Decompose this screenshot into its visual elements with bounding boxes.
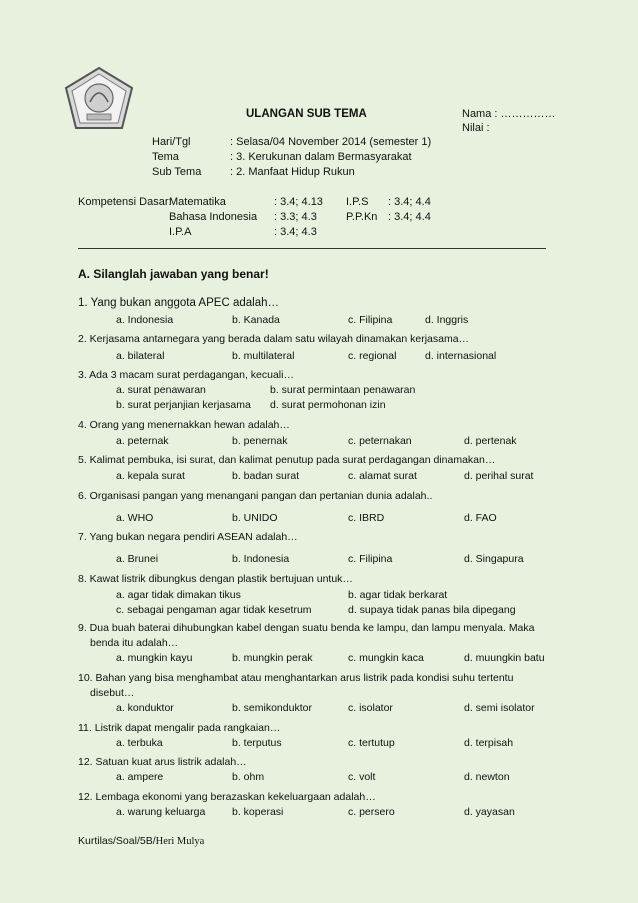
name-field-label: Nama : …………… bbox=[462, 108, 556, 120]
competency-value: : 3.4; 4.4 bbox=[388, 196, 431, 208]
answer-option[interactable]: a. bilateral bbox=[116, 350, 165, 362]
footer-code: Kurtilas/Soal/5B/ bbox=[78, 835, 156, 847]
question-text: 7. Yang bukan negara pendiri ASEAN adalah… bbox=[78, 531, 298, 543]
score-field-label: Nilai : bbox=[462, 122, 490, 134]
competency-subject: I.P.A bbox=[169, 226, 192, 238]
competency-subject: I.P.S bbox=[346, 196, 369, 208]
competency-value: : 3.3; 4.3 bbox=[274, 211, 317, 223]
footer-author: Heri Mulya bbox=[155, 836, 205, 847]
answer-option[interactable]: c. tertutup bbox=[348, 737, 395, 749]
answer-option[interactable]: d. terpisah bbox=[464, 737, 514, 749]
theme-value: : 3. Kerukunan dalam Bermasyarakat bbox=[230, 151, 412, 163]
answer-option[interactable]: a. mungkin kayu bbox=[116, 652, 193, 664]
footer bbox=[78, 835, 204, 847]
answer-option[interactable]: a. Brunei bbox=[116, 553, 159, 565]
answer-option[interactable]: b. koperasi bbox=[232, 806, 284, 818]
answer-option[interactable]: b. ohm bbox=[232, 771, 265, 783]
answer-option[interactable]: c. Filipina bbox=[348, 553, 393, 565]
answer-option[interactable]: a. WHO bbox=[116, 512, 154, 524]
answer-option[interactable]: d. muungkin batu bbox=[464, 652, 545, 664]
answer-option[interactable]: d. internasional bbox=[425, 350, 497, 362]
answer-option[interactable]: d. perihal surat bbox=[464, 470, 534, 482]
answer-option[interactable]: a. Indonesia bbox=[116, 314, 174, 326]
question-text: 11. Listrik dapat mengalir pada rangkaian… bbox=[78, 722, 281, 734]
answer-option[interactable]: d. Singapura bbox=[464, 553, 524, 565]
question-text: 2. Kerjasama antarnegara yang berada dalam satu wilayah dinamakan kerjasama… bbox=[78, 333, 470, 345]
competency-value: : 3.4; 4.4 bbox=[388, 211, 431, 223]
answer-option[interactable]: d. Inggris bbox=[425, 314, 469, 326]
competency-subject: Bahasa Indonesia bbox=[169, 211, 258, 223]
answer-option[interactable]: b. badan surat bbox=[232, 470, 300, 482]
school-logo bbox=[62, 66, 136, 132]
answer-option[interactable]: c. peternakan bbox=[348, 435, 412, 447]
answer-option[interactable]: a. peternak bbox=[116, 435, 169, 447]
answer-option[interactable]: b. multilateral bbox=[232, 350, 295, 362]
question-text: 10. Bahan yang bisa menghambat atau menghantarkan arus listrik pada kondisi suhu tertentu bbox=[78, 672, 514, 684]
answer-option[interactable]: c. Filipina bbox=[348, 314, 393, 326]
answer-option[interactable]: c. regional bbox=[348, 350, 397, 362]
answer-option[interactable]: a. konduktor bbox=[116, 702, 174, 714]
answer-option[interactable]: c. sebagai pengaman agar tidak kesetrum bbox=[116, 604, 312, 616]
answer-option[interactable]: c. alamat surat bbox=[348, 470, 417, 482]
question-text: 6. Organisasi pangan yang menangani pangan dan pertanian dunia adalah.. bbox=[78, 490, 433, 502]
question-text: 9. Dua buah baterai dihubungkan kabel dengan suatu benda ke lampu, dan lampu menyala. Maka bbox=[78, 622, 535, 634]
answer-option[interactable]: d. surat permohonan izin bbox=[270, 399, 386, 411]
header-divider bbox=[78, 248, 546, 249]
competency-subject: Matematika bbox=[169, 196, 226, 208]
answer-option[interactable]: b. Kanada bbox=[232, 314, 280, 326]
answer-option[interactable]: b. semikonduktor bbox=[232, 702, 312, 714]
answer-option[interactable]: b. UNIDO bbox=[232, 512, 278, 524]
answer-option[interactable]: a. ampere bbox=[116, 771, 164, 783]
question-text-continued: benda itu adalah… bbox=[90, 637, 179, 649]
answer-option[interactable]: b. penernak bbox=[232, 435, 288, 447]
section-title: A. Silanglah jawaban yang benar! bbox=[78, 267, 269, 281]
question-text: 1. Yang bukan anggota APEC adalah… bbox=[78, 297, 279, 309]
answer-option[interactable]: d. yayasan bbox=[464, 806, 515, 818]
answer-option[interactable]: b. mungkin perak bbox=[232, 652, 313, 664]
date-value: : Selasa/04 November 2014 (semester 1) bbox=[230, 136, 432, 148]
answer-option[interactable]: c. IBRD bbox=[348, 512, 385, 524]
answer-option[interactable]: d. pertenak bbox=[464, 435, 517, 447]
competency-value: : 3.4; 4.3 bbox=[274, 226, 317, 238]
question-text: 4. Orang yang menernakkan hewan adalah… bbox=[78, 419, 290, 431]
answer-option[interactable]: a. warung keluarga bbox=[116, 806, 206, 818]
theme-label: Tema bbox=[152, 151, 179, 163]
question-text: 12. Lembaga ekonomi yang berazaskan kekeluargaan adalah… bbox=[78, 791, 376, 803]
answer-option[interactable]: d. newton bbox=[464, 771, 510, 783]
answer-option[interactable]: b. surat permintaan penawaran bbox=[270, 384, 416, 396]
exam-title: ULANGAN SUB TEMA bbox=[246, 108, 367, 120]
question-text: 3. Ada 3 macam surat perdagangan, kecuali… bbox=[78, 369, 294, 381]
answer-option[interactable]: c. mungkin kaca bbox=[348, 652, 424, 664]
answer-option[interactable]: a. kepala surat bbox=[116, 470, 185, 482]
date-label: Hari/Tgl bbox=[152, 136, 191, 148]
answer-option[interactable]: a. terbuka bbox=[116, 737, 163, 749]
question-text: 8. Kawat listrik dibungkus dengan plastik bertujuan untuk… bbox=[78, 573, 353, 585]
answer-option[interactable]: c. isolator bbox=[348, 702, 393, 714]
answer-option[interactable]: a. surat penawaran bbox=[116, 384, 206, 396]
answer-option[interactable]: a. agar tidak dimakan tikus bbox=[116, 589, 241, 601]
question-text-continued: disebut… bbox=[90, 687, 135, 699]
answer-option[interactable]: b. surat perjanjian kerjasama bbox=[116, 399, 251, 411]
question-text: 12. Satuan kuat arus listrik adalah… bbox=[78, 756, 247, 768]
answer-option[interactable]: d. semi isolator bbox=[464, 702, 535, 714]
answer-option[interactable]: d. FAO bbox=[464, 512, 497, 524]
answer-option[interactable]: c. volt bbox=[348, 771, 376, 783]
competency-label: Kompetensi Dasar: bbox=[78, 196, 172, 208]
subtheme-label: Sub Tema bbox=[152, 166, 202, 178]
answer-option[interactable]: d. supaya tidak panas bila dipegang bbox=[348, 604, 516, 616]
answer-option[interactable]: c. persero bbox=[348, 806, 395, 818]
subtheme-value: : 2. Manfaat Hidup Rukun bbox=[230, 166, 355, 178]
answer-option[interactable]: b. agar tidak berkarat bbox=[348, 589, 448, 601]
answer-option[interactable]: b. Indonesia bbox=[232, 553, 290, 565]
question-text: 5. Kalimat pembuka, isi surat, dan kalimat penutup pada surat perdagangan dinamakan… bbox=[78, 454, 496, 466]
competency-subject: P.P.Kn bbox=[346, 211, 378, 223]
answer-option[interactable]: b. terputus bbox=[232, 737, 282, 749]
competency-value: : 3.4; 4.13 bbox=[274, 196, 323, 208]
